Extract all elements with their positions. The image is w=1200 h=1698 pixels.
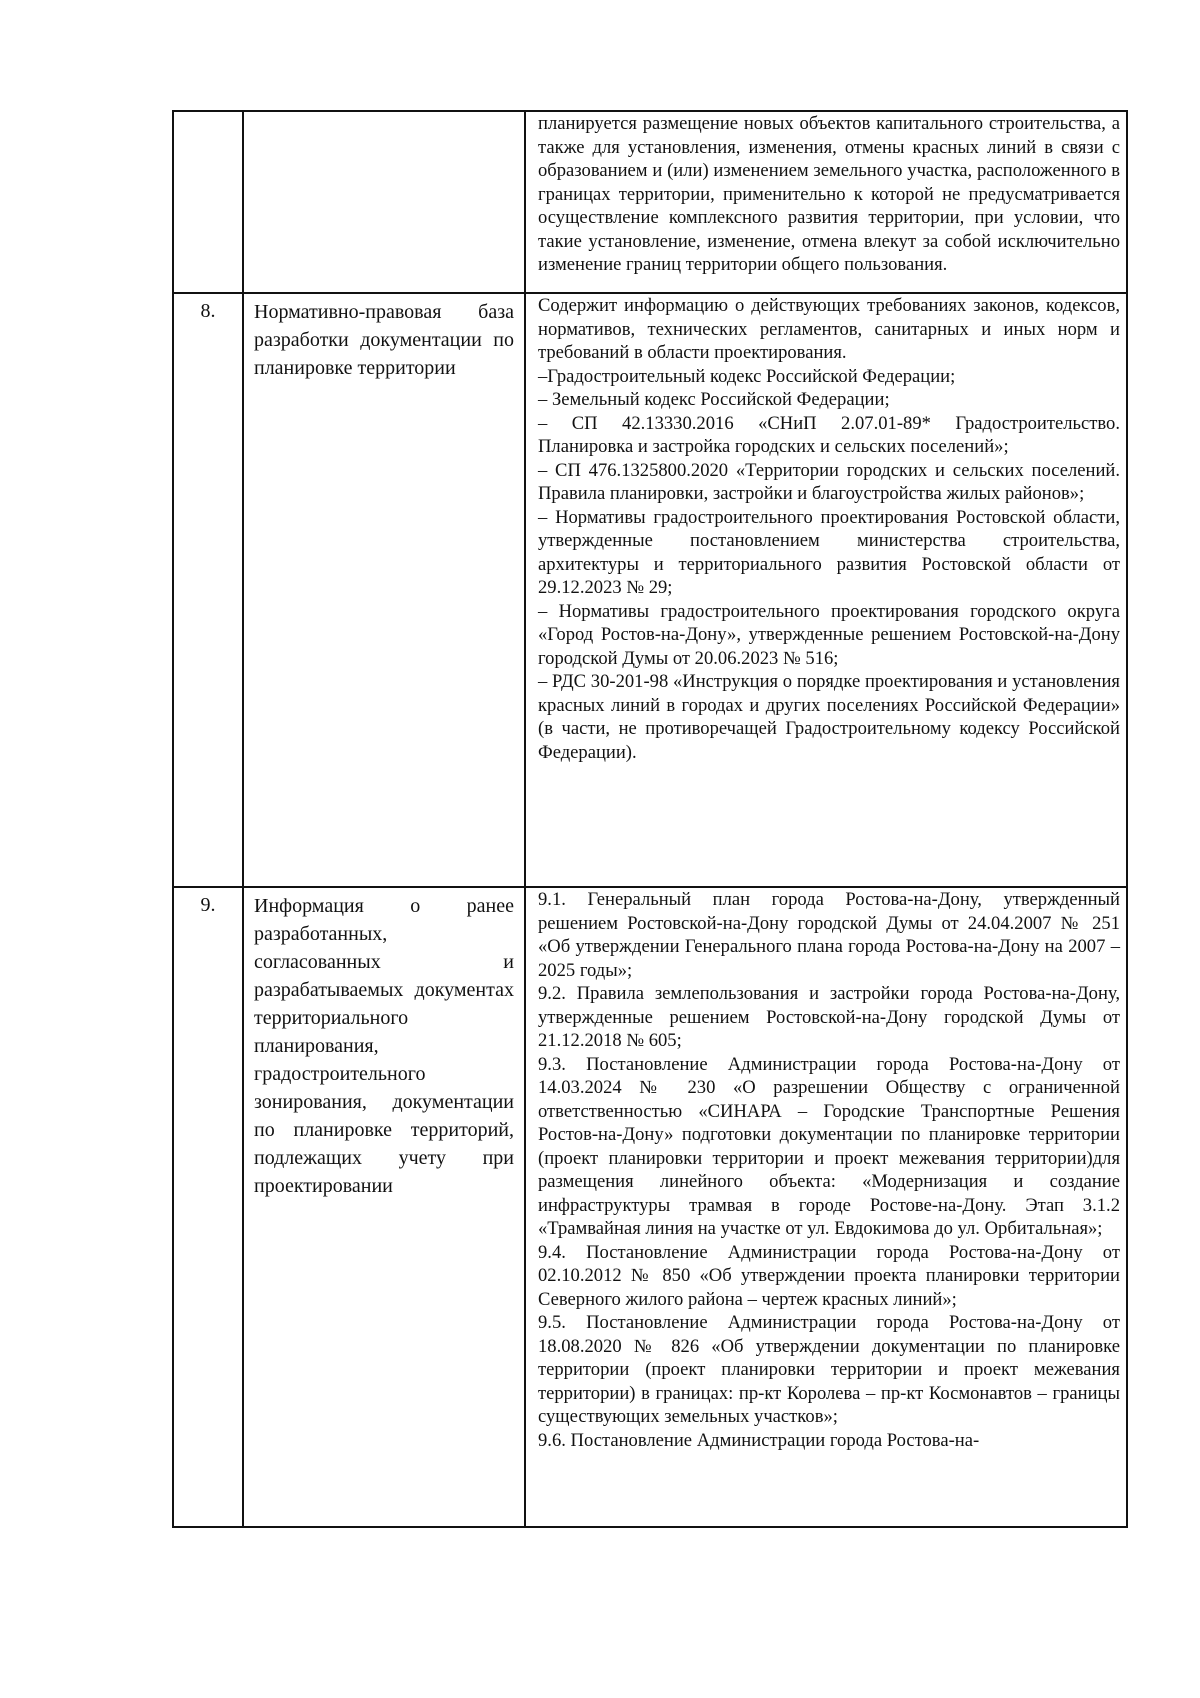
row-number: 8.	[173, 293, 243, 887]
content-paragraph: 9.5. Постановление Администрации города Ростова-на-Дону от 18.08.2020 № 826 «Об утверждении документации по планировке территории (проект планировки территории и проект межевания территории) в границах: пр-кт Королева – пр-кт Космонавтов – границы существующих земельных участков»;	[538, 1312, 1120, 1427]
content-paragraph: – СП 42.13330.2016 «СНиП 2.07.01-89* Градостроительство. Планировка и застройка городских и сельских поселений»;	[538, 412, 1120, 457]
content-paragraph: – Нормативы градостроительного проектирования городского округа «Город Ростов-на-Дону», утвержденные решением Ростовской-на-Дону городской Думы от 20.06.2023 № 516;	[538, 600, 1120, 669]
content-paragraph: 9.3. Постановление Администрации города Ростова-на-Дону от 14.03.2024 № 230 «О разрешении Обществу с ограниченной ответственностью «СИНАРА – Городские Транспортные Решения Ростов-на-Дону» подготовки документации по планировке территории (проект планировки территории и проект межевания территории)для размещения линейного объекта: «Модернизация и создание инфраструктуры трамвая в городе Ростове-на-Дону. Этап 3.1.2 «Трамвайная линия на участке от ул. Евдокимова до ул. Орбитальная»;	[538, 1053, 1120, 1239]
content-paragraph: – СП 476.1325800.2020 «Территории городских и сельских поселений. Правила планировки, застройки и благоустройства жилых районов»;	[538, 459, 1120, 504]
content-paragraph: Содержит информацию о действующих требованиях законов, кодексов, нормативов, технических регламентов, санитарных и иных норм и требований в области проектирования.	[538, 295, 1120, 363]
content-paragraph: 9.1. Генеральный план города Ростова-на-Дону, утвержденный решением Ростовской-на-Дону городской Думы от 24.04.2007 № 251 «Об утверждении Генерального плана города Ростова-на-Дону на 2007 – 2025 годы»;	[538, 889, 1120, 981]
row-name-text: Нормативно-правовая база разработки документации по планировке территории	[254, 301, 514, 379]
row-number	[173, 111, 243, 293]
table-row	[173, 111, 1127, 293]
row-number: 9.	[173, 887, 243, 1527]
row-content	[525, 111, 1127, 293]
content-paragraph: – Нормативы градостроительного проектирования Ростовской области, утвержденные постановлением министерства строительства, архитектуры и территориального развития Ростовской области от 29.12.2023 № 29;	[538, 506, 1120, 598]
requirements-table	[172, 110, 1128, 1528]
table-row	[173, 887, 1127, 1527]
content-paragraph: планируется размещение новых объектов капитального строительства, а также для установления, изменения, отмены красных линий в связи с образованием и (или) изменением земельного участка, расположенного в границах территории, применительно к которой не предусматривается осуществление комплексного развития территории, при условии, что такие установление, изменение, отмена влекут за собой исключительно изменение границ территории общего пользования.	[538, 113, 1120, 275]
row-content	[525, 293, 1127, 887]
row-name	[243, 293, 525, 887]
content-paragraph: 9.6. Постановление Администрации города Ростова-на-	[538, 1429, 980, 1451]
row-content	[525, 887, 1127, 1527]
content-paragraph: 9.4. Постановление Администрации города Ростова-на-Дону от 02.10.2012 № 850 «Об утверждении проекта планировки территории Северного жилого района – чертеж красных линий»;	[538, 1241, 1120, 1310]
row-name	[243, 111, 525, 293]
content-paragraph: –Градостроительный кодекс Российской Федерации;	[538, 365, 956, 387]
row-name	[243, 887, 525, 1527]
content-paragraph: – Земельный кодекс Российской Федерации;	[538, 389, 890, 410]
content-paragraph: 9.2. Правила землепользования и застройки города Ростова-на-Дону, утвержденные решением Ростовской-на-Дону городской Думы от 21.12.2018 № 605;	[538, 983, 1120, 1051]
row-name-text: Информация о ранее разработанных, согласованных и разрабатываемых документах территориального планирования, градостроительного зонирования, документации по планировке территорий, подлежащих учету при проектировании	[254, 895, 514, 1197]
content-paragraph: – РДС 30-201-98 «Инструкция о порядке проектирования и установления красных линий в городах и других поселениях Российской Федерации» (в части, не противоречащей Градостроительному кодексу Российской Федерации).	[538, 671, 1120, 763]
table-row	[173, 293, 1127, 887]
